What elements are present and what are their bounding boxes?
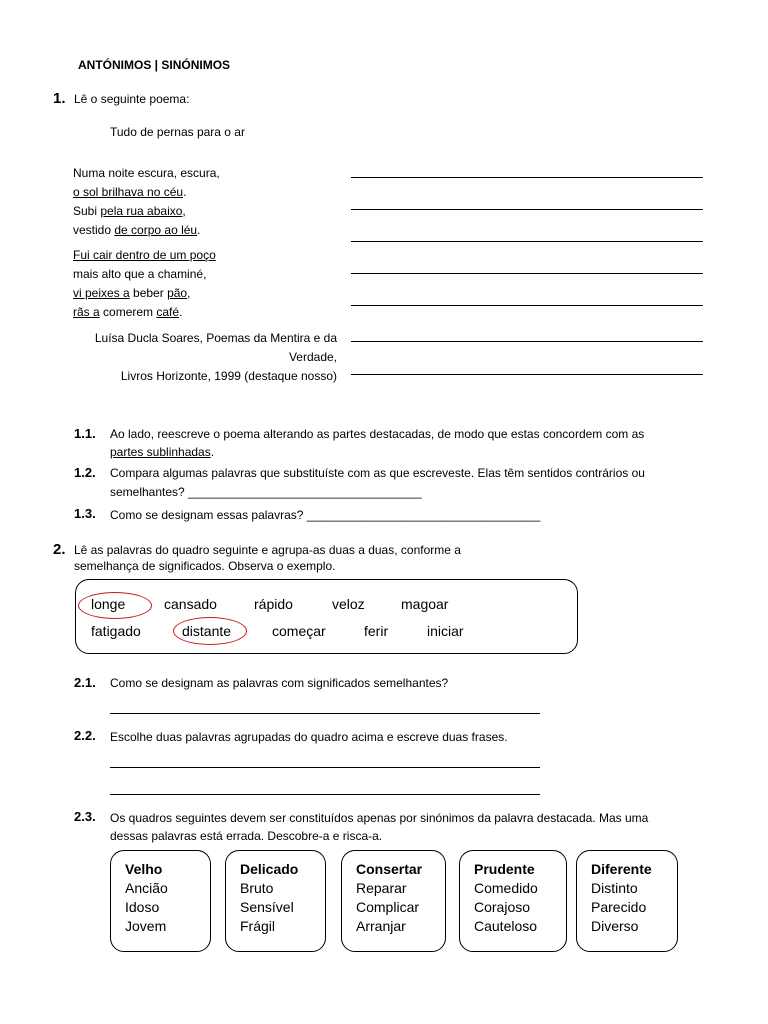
synonym-word[interactable]: Comedido — [474, 880, 538, 896]
answer-line[interactable] — [351, 209, 703, 210]
answer-line[interactable] — [351, 341, 703, 342]
synonym-word[interactable]: Bruto — [240, 880, 274, 896]
word-item: cansado — [164, 596, 217, 612]
word-item: veloz — [332, 596, 365, 612]
word-item: começar — [272, 623, 326, 639]
synonym-word[interactable]: Ancião — [125, 880, 168, 896]
word-item: magoar — [401, 596, 449, 612]
synonym-word[interactable]: Diverso — [591, 918, 639, 934]
synonym-word[interactable]: Complicar — [356, 899, 420, 915]
poem-line — [73, 303, 216, 322]
poem-line — [73, 284, 216, 303]
q1-3-number: 1.3. — [74, 506, 96, 521]
underlined-segment: pela rua abaixo — [100, 204, 183, 218]
synonym-word[interactable]: Cauteloso — [474, 918, 538, 934]
text-segment: , — [182, 204, 186, 218]
synonym-box-title: Velho — [125, 861, 163, 877]
q2-1-number: 2.1. — [74, 675, 96, 690]
text-segment: vestido — [73, 223, 115, 237]
text-segment: . — [197, 223, 201, 237]
answer-line[interactable] — [351, 305, 703, 306]
q1-number: 1. — [53, 90, 66, 107]
word-item: iniciar — [427, 623, 464, 639]
word-box — [75, 579, 578, 654]
example-circle-distante — [173, 617, 247, 645]
source-line-2: Verdade, — [288, 350, 337, 364]
synonym-box — [341, 850, 446, 952]
answer-line[interactable] — [110, 713, 540, 714]
text-segment: , — [187, 286, 191, 300]
word-item: rápido — [254, 596, 293, 612]
synonym-word[interactable]: Sensível — [240, 899, 294, 915]
poem-line — [73, 246, 216, 265]
partes-sublinhadas: partes sublinhadas — [110, 445, 211, 459]
answer-line[interactable] — [351, 241, 703, 242]
q2-number: 2. — [53, 541, 66, 558]
poem-line — [73, 265, 216, 284]
synonym-word[interactable]: Idoso — [125, 899, 160, 915]
text-segment: Subi — [73, 204, 101, 218]
q1-2-number: 1.2. — [74, 465, 96, 480]
answer-line[interactable] — [351, 273, 703, 274]
example-circle-longe — [78, 592, 152, 619]
word-item: fatigado — [91, 623, 141, 639]
poem-source — [95, 329, 337, 386]
q1-2-line-1: Compara algumas palavras que substituíste com as que escreveste. Elas têm sentidos contrários ou — [110, 466, 645, 480]
poem-stanza-1 — [73, 164, 220, 240]
underlined-segment: pão — [167, 286, 188, 300]
synonym-box — [225, 850, 326, 952]
synonym-word[interactable]: Distinto — [591, 880, 638, 896]
underlined-segment: rãs a — [73, 305, 100, 319]
poem-line — [73, 164, 220, 183]
page-title: ANTÓNIMOS | SINÓNIMOS — [78, 58, 231, 72]
source-line-3: Livros Horizonte, 1999 (destaque nosso) — [120, 369, 337, 383]
synonym-box-title: Diferente — [591, 861, 652, 877]
q2-3-number: 2.3. — [74, 809, 96, 824]
underlined-segment: o sol brilhava no céu — [73, 185, 184, 199]
underlined-segment: Fui cair dentro de um poço — [73, 248, 216, 262]
text-segment: mais alto que a chaminé, — [73, 267, 207, 281]
synonym-box — [110, 850, 211, 952]
q1-1-text-end: partes sublinhadas. — [110, 445, 215, 459]
q2-1-text: Como se designam as palavras com significados semelhantes? — [110, 676, 449, 690]
word-item: ferir — [364, 623, 389, 639]
q1-1-number: 1.1. — [74, 426, 96, 441]
text-segment: Numa noite escura, escura, — [73, 166, 220, 180]
word-item: longe — [91, 596, 126, 612]
text-segment: . — [183, 185, 187, 199]
answer-line[interactable] — [110, 794, 540, 795]
synonym-word[interactable]: Jovem — [125, 918, 167, 934]
q2-2-text: Escolhe duas palavras agrupadas do quadro acima e escreve duas frases. — [110, 730, 508, 744]
underlined-segment: café — [156, 305, 180, 319]
poem-stanza-2 — [73, 246, 216, 322]
synonym-word[interactable]: Parecido — [591, 899, 647, 915]
synonym-box-title: Prudente — [474, 861, 535, 877]
answer-line[interactable] — [351, 374, 703, 375]
synonym-box — [459, 850, 567, 952]
q1-2-line-2[interactable]: semelhantes? ___________________________________ — [110, 485, 422, 499]
synonym-word[interactable]: Frágil — [240, 918, 276, 934]
synonym-word[interactable]: Corajoso — [474, 899, 531, 915]
synonym-word[interactable]: Reparar — [356, 880, 407, 896]
q1-3-text[interactable]: Como se designam essas palavras? ___________________________________ — [110, 508, 541, 522]
q1-1-text: Ao lado, reescreve o poema alterando as partes destacadas, de modo que estas concordem com as — [110, 427, 645, 441]
underlined-segment: vi peixes a — [73, 286, 130, 300]
synonym-box-title: Consertar — [356, 861, 423, 877]
q1-instruction: Lê o seguinte poema: — [74, 92, 190, 106]
answer-line[interactable] — [110, 767, 540, 768]
q2-2-number: 2.2. — [74, 728, 96, 743]
poem-line — [73, 183, 220, 202]
q2-line-2: semelhança de significados. Observa o exemplo. — [74, 559, 336, 573]
underlined-segment: de corpo ao léu — [114, 223, 198, 237]
synonym-word[interactable]: Arranjar — [356, 918, 406, 934]
text-segment: comerem — [99, 305, 157, 319]
text-segment: . — [179, 305, 183, 319]
q2-line-1: Lê as palavras do quadro seguinte e agrupa-as duas a duas, conforme a — [74, 543, 461, 557]
q2-3-line-1: Os quadros seguintes devem ser constituídos apenas por sinónimos da palavra destacada. Mas uma — [110, 811, 649, 825]
synonym-box-title: Delicado — [240, 861, 299, 877]
synonym-box — [576, 850, 678, 952]
answer-line[interactable] — [351, 177, 703, 178]
q2-3-line-2: dessas palavras está errada. Descobre-a e risca-a. — [110, 829, 383, 843]
poem-line — [73, 221, 220, 240]
poem-title: Tudo de pernas para o ar — [110, 125, 245, 139]
text-segment: beber — [129, 286, 168, 300]
poem-line — [73, 202, 220, 221]
word-item: distante — [182, 623, 232, 639]
source-line-1: Luísa Ducla Soares, Poemas da Mentira e da — [94, 331, 337, 345]
